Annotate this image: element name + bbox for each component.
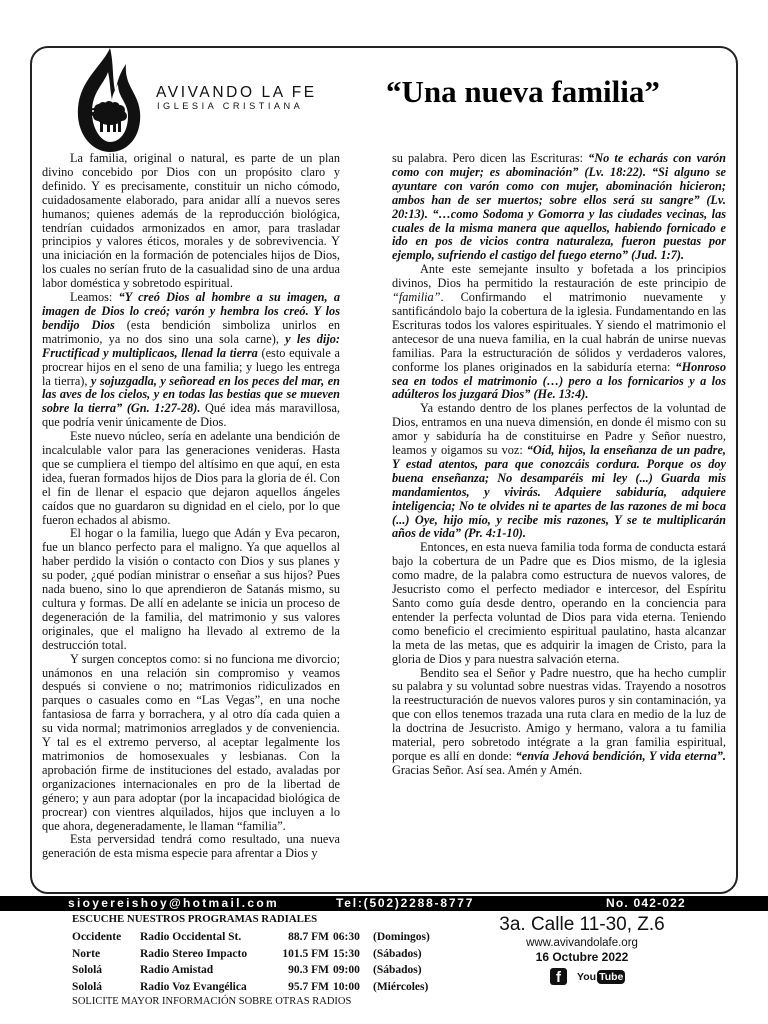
- radio-station: Radio Voz Evangélica: [140, 980, 247, 993]
- facebook-icon[interactable]: [550, 968, 567, 985]
- issue-number: No. 042-022: [606, 896, 686, 910]
- text-run: (esto equivale a procrear hijos en el seno de una familia; y luego les entrega la tierra),: [42, 345, 340, 388]
- radio-place: Sololá: [72, 964, 103, 977]
- radio-time: 10:00: [333, 980, 360, 993]
- radio-day: (Domingos): [373, 931, 430, 943]
- radio-place: Norte: [72, 947, 101, 960]
- article-paragraph: [392, 402, 726, 541]
- text-run: Esta perversidad tendrá como resultado, una nueva generación de esta misma especie para afrentar a Dios y: [42, 832, 340, 861]
- phone-number: Tel:(502)2288-8777: [336, 896, 475, 910]
- scripture-quote: (He. 13:4).: [533, 387, 589, 402]
- text-run: Bendito sea el Señor y Padre nuestro, que ha hecho cumplir su palabra y su voluntad sobre nuestras vidas. Trayendo a nosotros la reestructuración de nuevos valores puros y sin contaminación, ya que con ellos tenemos trazada una ruta clara en medio de la luz de la doctrina de Jesucristo. Amigo y hermano, valora a tu familia material, pero sobretodo intégrate a la gran familia espiritual, porque es allí en donde:: [392, 665, 726, 763]
- radio-time: 09:00: [333, 964, 360, 977]
- article-paragraph: [42, 430, 340, 527]
- text-run: su palabra. Pero dicen las Escrituras:: [392, 151, 589, 165]
- scripture-quote: y les dijo: Fructificad y multiplicaos, llenad la tierra: [42, 331, 340, 360]
- email-link[interactable]: sioyereishoy@hotmail.com: [68, 896, 279, 910]
- radio-programs-table: [72, 929, 430, 995]
- radio-place: Sololá: [72, 980, 103, 993]
- radio-freq: 90.3 FM: [288, 964, 329, 977]
- scripture-quote: (Lv. 20:13).: [392, 192, 727, 221]
- social-links: [550, 968, 625, 985]
- radio-row: [72, 979, 430, 996]
- article-paragraph: [42, 653, 340, 834]
- article-paragraph: [42, 833, 340, 861]
- scripture-quote: “…como Sodoma y Gomorra y las ciudades vecinas, las cuales de la misma manera que aquellos, habiendo fornicado e ido en pos de vicios contra naturaleza, fueron puestas por ejemplo, sufriendo el castigo del fuego eterno”: [392, 206, 726, 263]
- brand-name: AVIVANDO LA FE: [156, 84, 317, 101]
- flame-lamb-icon: [72, 46, 144, 154]
- radio-row: [72, 962, 430, 979]
- radio-info-note: SOLICITE MAYOR INFORMACIÓN SOBRE OTRAS RADIOS: [72, 996, 352, 1007]
- contact-bar: [0, 896, 768, 911]
- radio-row: [72, 929, 430, 946]
- article-paragraph: [42, 527, 340, 652]
- text-run: (esta bendición simboliza unirlos en matrimonio, ya no dos sino una sola carne),: [42, 317, 340, 346]
- article-paragraph: [392, 152, 726, 263]
- youtube-you: You: [577, 970, 597, 983]
- text-run: Ante este semejante insulto y bofetada a los principios divinos, Dios ha permitido la restauración de este principio de: [392, 262, 726, 291]
- scripture-quote: “Si alguno se ayuntare con varón como con mujer, abominación hicieron; ambos han de ser muertos; sobre ellos será su sangre”: [392, 164, 727, 207]
- radio-row: [72, 946, 430, 963]
- radio-freq: 101.5 FM: [282, 947, 329, 960]
- text-run: Qué idea más maravillosa, que podría venir únicamente de Dios.: [42, 401, 341, 430]
- scripture-quote: (Lv. 18:22).: [584, 164, 646, 179]
- radio-time: 06:30: [333, 931, 360, 943]
- text-run: El hogar o la familia, luego que Adán y Eva pecaron, fue un blanco perfecto para el maligno. Ya que aquellos al haber perdido la visión o contacto con Dios y sus planes y su poder, ¿qué podían ministrar o enseñar a sus hijos? Pues nada bueno, sino lo que aprendieron de Satanás mismo, su cultura y formas. De allí en adelante se inicia un proceso de degeneración de la familia, del matrimonio y sus valores originales, que el maligno ha llevado al extremo de la destrucción total.: [42, 526, 340, 652]
- article-paragraph: [392, 541, 726, 666]
- text-run: Entonces, en esta nueva familia toda forma de conducta estará bajo la cobertura de un Padre que es Dios mismo, de la iglesia como madre, de la palabra como estructura de nuevos valores, de Jesucristo como el perfecto mediador e intercesor, del Espíritu Santo como guía desde dentro, operando en la conciencia para entender la perfecta voluntad de Dios para vida eterna. Teniendo como beneficio el crecimiento espiritual paulatino, hasta alcanzar la meta de las metas, que es adquirir la imagen de Cristo, para la gloria de Dios y para nuestra salvación eterna.: [392, 540, 726, 666]
- youtube-tube: Tube: [599, 970, 624, 983]
- scripture-quote: “Honroso sea en todos el matrimonio (…) pero a los fornicarios y a los adúlteros los juzgará Dios”: [392, 359, 726, 402]
- scripture-quote: “Y creó Dios al hombre a su imagen, a imagen de Dios lo creó; varón y hembra los creó. Y los bendijo Dios: [42, 290, 340, 332]
- text-run: Y surgen conceptos como: si no funciona me divorcio; unámonos en una relación sin compromiso y veamos después si conviene o no; matrimonios ridiculizados en parques o casuales como en “Las Vegas”, en una noche fantasiosa de farra y borrachera, y al otro día cada quien a su vida normal; matrimonios arreglados y de conveniencia. Y tal es el extremo perverso, al aceptar legalmente los matrimonios de homosexuales y lesbianas. Con la aprobación firme de instituciones del estado, avaladas por organizaciones internacionales en pro de la libertad de género; y aun para adoptar (por la incapacidad biológica de procrear) con vientres alquilados, hijos que incluyen a lo que ahora, degeneradamente, le llaman “familia”.: [42, 651, 340, 833]
- text-run: “familia”: [392, 290, 441, 305]
- radio-programs-heading: ESCUCHE NUESTROS PROGRAMAS RADIALES: [72, 913, 318, 925]
- issue-date: 16 Octubre 2022: [535, 950, 629, 964]
- radio-freq: 95.7 FM: [288, 980, 329, 993]
- article-paragraph: [42, 291, 340, 430]
- text-run: Leamos:: [70, 290, 119, 305]
- text-run: Gracias Señor. Así sea. Amén y Amén.: [392, 762, 583, 777]
- article-paragraph: [392, 263, 726, 402]
- radio-station: Radio Stereo Impacto: [140, 947, 248, 960]
- radio-station: Radio Amistad: [140, 964, 214, 977]
- text-run: . Confirmando el matrimonio nuevamente y santificándolo bajo la cobertura de la iglesia. Fundamentando en las Escrituras todos los valores espirituales. Y siendo el matrimonio el antecesor de una nueva familia, en la cual habrán de unirse nuevas familias. Para la estructuración de sólidos y verdaderos valores, conforme los planes originados en la sabiduría eterna:: [392, 290, 726, 374]
- article-column-right: [392, 152, 726, 778]
- scripture-quote: (Pr. 4:1-10).: [464, 526, 526, 541]
- radio-day: (Sábados): [373, 964, 422, 977]
- radio-station: Radio Occidental St.: [140, 931, 242, 943]
- radio-day: (Sábados): [373, 947, 422, 960]
- scripture-quote: y sojuzgadla, y señoread en los peces del mar, en las aves de los cielos, y en todas las bestias que se mueven sobre la tierra” (Gn. 1:27-28).: [42, 373, 340, 416]
- radio-day: (Miércoles): [373, 980, 429, 993]
- article-title: “Una nueva familia”: [386, 74, 660, 109]
- scripture-quote: “envía Jehová bendición, Y vida eterna”.: [515, 748, 726, 763]
- article-paragraph: [392, 667, 726, 778]
- text-run: Este nuevo núcleo, sería en adelante una bendición de incalculable valor para las generaciones venideras. Hasta que se cumpliera el tiempo del altísimo en que aquí, en esta idea, fueran formados hijos de Dios para la gloria de él. Con el fin de llenar el espacio que dejaron aquellos ángeles caídos que no guardaron su dignidad en el cielo, por lo que fueron echados al abismo.: [42, 429, 340, 527]
- text-run: Ya estando dentro de los planes perfectos de la voluntad de Dios, entramos en una nueva dimensión, en donde él mismo con su amor y sabiduría ha de constituirse en Padre y Señor nuestro, leamos y oigamos su voz:: [392, 401, 726, 458]
- scripture-quote: “Oíd, hijos, la enseñanza de un padre, Y estad atentos, para que conozcáis cordura. Porque os doy buena enseñanza; No desamparéis mi ley (...) Guarda mis mandamientos, y vivirás. Adquiere sabiduría, adquiere inteligencia; No te olvides ni te apartes de las razones de mi boca (...) Oye, hijo mío, y recibe mis razones, Y se te multiplicarán años de vida”: [392, 443, 726, 541]
- article-column-left: [42, 152, 340, 861]
- youtube-icon[interactable]: [577, 970, 625, 984]
- church-address: 3a. Calle 11-30, Z.6: [499, 914, 665, 935]
- website-link[interactable]: www.avivandolafe.org: [526, 937, 638, 949]
- radio-place: Occidente: [72, 931, 122, 943]
- scripture-quote: (Jud. 1:7).: [631, 248, 685, 263]
- brand-subtitle: IGLESIA CRISTIANA: [157, 101, 304, 111]
- article-paragraph: [42, 152, 340, 291]
- scripture-quote: “No te echarás con varón como con mujer; es abominación”: [392, 151, 726, 179]
- facebook-glyph: f: [556, 969, 561, 986]
- radio-time: 15:30: [333, 947, 360, 960]
- radio-freq: 88.7 FM: [288, 931, 329, 943]
- text-run: La familia, original o natural, es parte de un plan divino concebido por Dios con un propósito claro y definido. Y es precisamente, constituir un nicho cómodo, cuidadosamente elaborado, para anidar allí a nuevos seres humanos; quienes además de la reproducción biológica, tendrían cuidados armonizados en amor, para trasladar principios y valores éticos, morales y de sobrevivencia. Y una iniciación en la formación de potenciales hijos de Dios, los cuales no serían fruto de la casualidad sino de una ardua labor doméstica y sobretodo espiritual.: [42, 151, 340, 291]
